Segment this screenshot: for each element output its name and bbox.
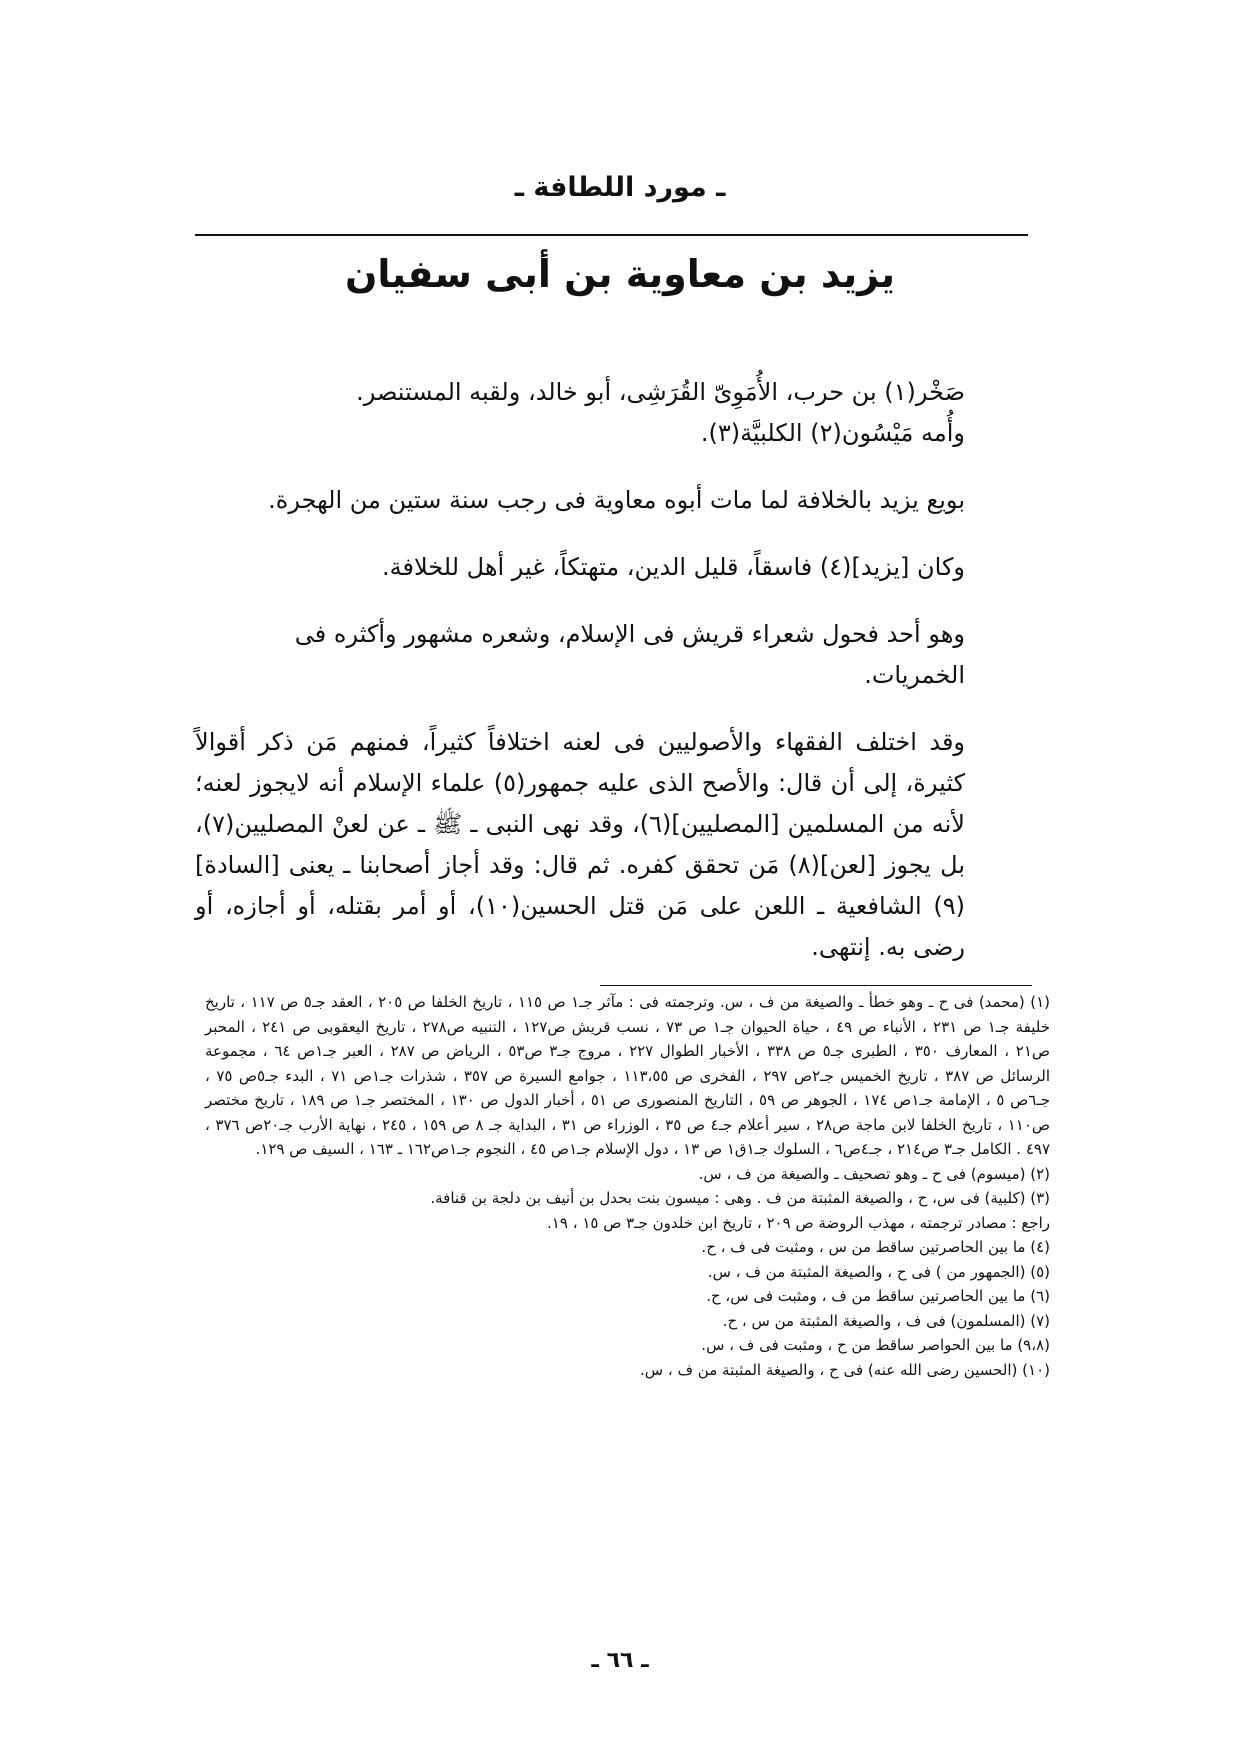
footnote: (٩،٨) ما بين الحواصر ساقط من ح ، ومثبت فى ف ، س. <box>701 1336 1050 1354</box>
footnote: (٦) ما بين الحاصرتين ساقط من ف ، ومثبت فى س، ح. <box>706 1287 1050 1305</box>
footnote: (١) (محمد) فى ح ـ وهو خطأ ـ والصيغة من ف ، س. وترجمته فى : مآثر جـ١ ص ١١٥ ، تاريخ الخلفا ص ٢٠٥ ، العقد جـ٥ ص ١١٧ ، تاريخ خليفة جـ١ ص ٢٣١ ، الأنباء ص ٤٩ ، حياة الحيوان جـ١ ص ٧٣ ، نسب قريش ص١٢٧ ، التنبيه ص٢٧٨ ، تاريخ اليعقوبى ص ٢٤١ ، المحبر ص٢١ ، المعارف ٣٥٠ ، الطبرى جـ٥ ص ٣٣٨ ، الأخبار الطوال ٢٢٧ ، مروج جـ٣ ص٥٣ ، الرياض ص ٢٨٧ ، العبر جـ١ص ٦٤ ، مجموعة الرسائل ص ٣٨٧ ، تاريخ الخميس جـ٢ص ٢٩٧ ، الفخرى ص ١١٣،٥٥ ، جوامع السيرة ص ٣٥٧ ، شذرات جـ١ص ٧١ ، البدء جـ٥ص ٧٥ ، جـ٦ص ٥ ، الإمامة جـ١ص ١٧٤ ، الجوهر ص ٥٩ ، التاريخ المنصورى ص ٥١ ، أخبار الدول ص ١٣٠ ، المختصر جـ١ ص ١٨٩ ، تاريخ مختصر ص١١٠ ، تاريخ الخلفا لابن ماجة ص٢٨ ، سير أعلام جـ٤ ص ٣٥ ، الوزراء ص ٣١ ، البداية جـ ٨ ص ١٥٩ ، ٢٤٥ ، نهاية الأرب جـ٢٠ص ٣٧٦ ، ٤٩٧ . الكامل جـ٣ ص٢١٤ ، جـ٤ص٦ ، السلوك جـ١ق١ ص ١٣ ، دول الإسلام جـ١ص ٤٥ ، النجوم جـ١ص١٦٢ ـ ١٦٣ ، السيف ص ١٢٩. <box>205 993 1051 1158</box>
body-paragraph: وأُمه مَيْسُون(٢) الكلبيَّة(٣). <box>700 419 965 447</box>
running-head: ـ مورد اللطافة ـ <box>514 172 726 203</box>
footnote: (١٠) (الحسين رضى الله عنه) فى ح ، والصيغة المثبتة من ف ، س. <box>640 1360 1050 1379</box>
footnote: (٥) (الجمهور من ) فى ح ، والصيغة المثبتة من ف ، س. <box>707 1262 1050 1281</box>
body-paragraph: بويع يزيد بالخلافة لما مات أبوه معاوية فى رجب سنة ستين من الهجرة. <box>268 486 965 514</box>
page-title: يزيد بن معاوية بن أبى سفيان <box>344 252 896 296</box>
footnote: (٤) ما بين الحاصرتين ساقط من س ، ومثبت فى ف ، ح. <box>701 1238 1050 1256</box>
body-paragraph: صَخْر(١) بن حرب، الأُمَوِىّ القُرَشِى، أبو خالد، ولقبه المستنصر. <box>356 378 965 406</box>
body-text <box>195 372 965 968</box>
footnote: راجع : مصادر ترجمته ، مهذب الروضة ص ٢٠٩ ، تاريخ ابن خلدون جـ٣ ص ١٥ ، ١٩. <box>547 1213 1050 1232</box>
page-number: ـ ٦٦ ـ <box>591 1648 649 1673</box>
body-paragraph: وهو أحد فحول شعراء قريش فى الإسلام، وشعره مشهور وأكثره فى الخمريات. <box>294 620 965 689</box>
footnote-rule <box>600 985 1032 986</box>
footnote: (٧) (المسلمون) فى ف ، والصيغة المثبتة من س ، ح. <box>722 1311 1050 1330</box>
body-paragraph: وكان [يزيد](٤) فاسقاً، قليل الدين، متهتكاً، غير أهل للخلافة. <box>381 553 965 581</box>
body-paragraph: وقد اختلف الفقهاء والأصوليين فى لعنه اختلافاً كثيراً، فمنهم مَن ذكر أقوالاً كثيرة، إلى أن قال: والأصح الذى عليه جمهور(٥) علماء الإسلام أنه لايجوز لعنه؛ لأنه من المسلمين [المصليين](٦)، وقد نهى النبى ـ ﷺ ـ عن لعنْ المصليين(٧)، بل يجوز [لعن](٨) مَن تحقق كفره. ثم قال: وقد أجاز أصحابنا ـ يعنى [السادة](٩) الشافعية ـ اللعن على مَن قتل الحسين(١٠)، أو أمر بقتله، أو أجازه، أو رضى به. إنتهى. <box>195 728 965 961</box>
footnotes <box>205 990 1050 1382</box>
footnote: (٣) (كلبية) فى س، ح ، والصيغة المثبتة من ف . وهى : ميسون بنت بحدل بن أنيف بن دلجة بن قنافة. <box>430 1189 1050 1207</box>
footnote: (٢) (ميسوم) فى ح ـ وهو تصحيف ـ والصيغة من ف ، س. <box>698 1164 1050 1183</box>
header-rule <box>195 234 1028 236</box>
